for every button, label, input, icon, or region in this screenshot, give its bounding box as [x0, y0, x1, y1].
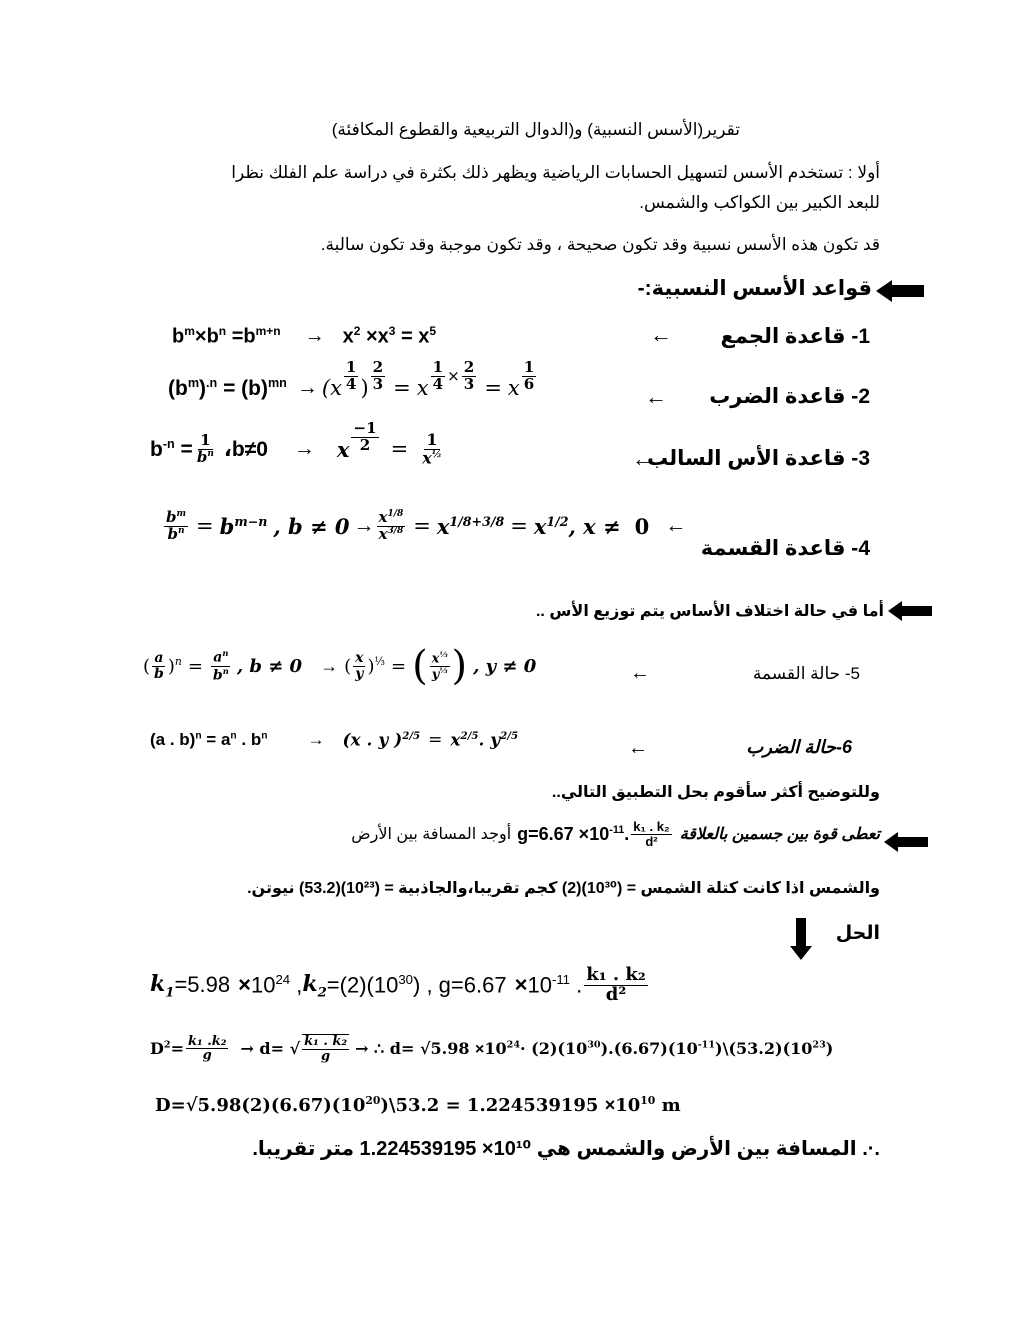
intro-line-1: أولا : تستخدم الأسس لتسهيل الحسابات الرياضية ويظهر ذلك بكثرة في دراسة علم الفلك نظرا — [231, 163, 880, 182]
rule-1-label: 1- قاعدة الجمع — [720, 325, 870, 348]
rule-2-formula: $(b^m)^{.n} = (b)^{mn}$ → (x $\frac{1}{4}$ ) $\frac{2}{3}$ = x $\frac{1}{4}$ × $\frac{2}{3}$ = x $\frac{1}{6}$ — [168, 358, 535, 401]
problem-g-exponent: -11 — [609, 823, 625, 836]
case-5-label: 5- حالة القسمة — [752, 664, 860, 683]
arrow-left-icon — [884, 832, 928, 852]
rule-3-label: 3- قاعدة الأس السالب — [647, 447, 870, 470]
solution-line-2: $D^2=$ $\frac{\text{k₁ .k₂}}{g}$ → d= √ $\frac{\text{k₁ . k₂}}{g}$ → ∴ $d= √5.98 \times 10^{24}\cdot$ $(2)(10^{30}).(6.67)(10^{-11})\backslash(53.2)(10^{23})$ — [150, 1033, 834, 1064]
left-arrow-icon: ← — [650, 322, 672, 347]
rule-3-formula: $b^{-n}$ = $\frac{1}{b^n}$ ،b≠0 → x $\frac{-1}{2}$ = $\frac{1}{x^{\frac{1}{2}}}$ — [150, 419, 442, 468]
intro-line-2: للبعد الكبير بين الكواكب والشمس. — [639, 193, 880, 212]
rule-2-label: 2- قاعدة الضرب — [709, 385, 870, 408]
illustration-line: وللتوضيح أكثر سأقوم بحل التطبيق التالي.. — [551, 784, 880, 801]
page-title: تقرير(الأسس النسبية) و(الدوال التربيعية والقطوع المكافئة) — [331, 120, 740, 139]
solution-line-3: $D=√5.98(2)(6.67)(10^{20})\backslash 53.2 = 1.224539195 \times 10^{10}$ m — [155, 1094, 681, 1116]
rule-1-formula: $b^m\times b^n =b^{m+n}$ → $x^2 \times x^3 = x^5$ — [172, 324, 437, 348]
rule-4-label: 4- قاعدة القسمة — [700, 537, 870, 560]
rules-heading: قواعد الأسس النسبية:- — [637, 277, 872, 300]
problem-line-1: أوجد المسافة بين الأرض $g=6.67 \times 10^{-11}$. $\frac{\text{k₁ . k₂}}{\text{d²}}$ تعطى قوة بين جسمين بالعلاقة — [351, 819, 880, 849]
left-arrow-icon: ← — [628, 737, 648, 759]
case-6-formula: (a . $b)^n = a^n$ . $b^n$ → (x . y )$^{2/5}$ = $x^{2/5}$. $y^{2/5}$ — [150, 730, 519, 751]
result-line: .·. المسافة بين الأرض والشمس هي 10¹⁰× 1.224539195 متر تقريبا. — [252, 1138, 880, 1160]
problem-g: g=6.67 ×10 — [517, 823, 610, 844]
left-arrow-icon: ← — [630, 662, 650, 684]
problem-tail: أوجد المسافة بين الأرض — [351, 826, 512, 844]
intro-line-3: قد تكون هذه الأسس نسبية وقد تكون صحيحة ، وقد تكون موجبة وقد تكون سالبة. — [320, 235, 880, 254]
case-6-label: 6-حالة الضرب — [746, 737, 852, 757]
rule-4-formula: $\frac{b^m}{b^n}$ = $b^{m-n}$ , b ≠ 0 → $\frac{x^{1/8}}{x^{3/8}}$ = $x^{1/8+3/8}$ = $x^{1/2}$, x ≠ 0 ← — [166, 508, 687, 543]
left-arrow-icon: ← — [632, 446, 654, 471]
problem-lead: تعطى قوة بين جسمين بالعلاقة — [679, 826, 880, 844]
arrow-left-icon — [876, 280, 924, 302]
problem-line-2: والشمس اذا كانت كتلة الشمس = (10³⁰)(2) كجم تقريبا،والجاذبية = (10²³)(53.2) نيوتن. — [247, 880, 880, 897]
arrow-down-icon — [790, 918, 812, 960]
left-arrow-icon: ← — [645, 384, 667, 409]
case-5-formula: ( $\frac{a}{b}$ )$^n$ = $\frac{a^n}{b^n}$ , b ≠ 0 → ( $\frac{x}{y}$ )$^{\frac{1}{3}}$ = ( $\frac{x^{\frac{1}{3}}}{y^{\frac{1}{3}}}$ ) , y ≠ 0 — [143, 643, 537, 689]
arrow-left-icon — [888, 601, 932, 621]
solution-line-1: $k_1$ =5.98 × $10^{24}$ , $k_2$ $=(2)(10^{30})$ , g=6.67 × $10^{-11}$ . $\frac{\text{k₁ . k₂}}{\text{d²}}$ — [150, 964, 646, 1005]
solution-heading: الحل — [835, 923, 880, 944]
distribution-heading: أما في حالة اختلاف الأساس يتم توزيع الأس .. — [535, 603, 884, 620]
